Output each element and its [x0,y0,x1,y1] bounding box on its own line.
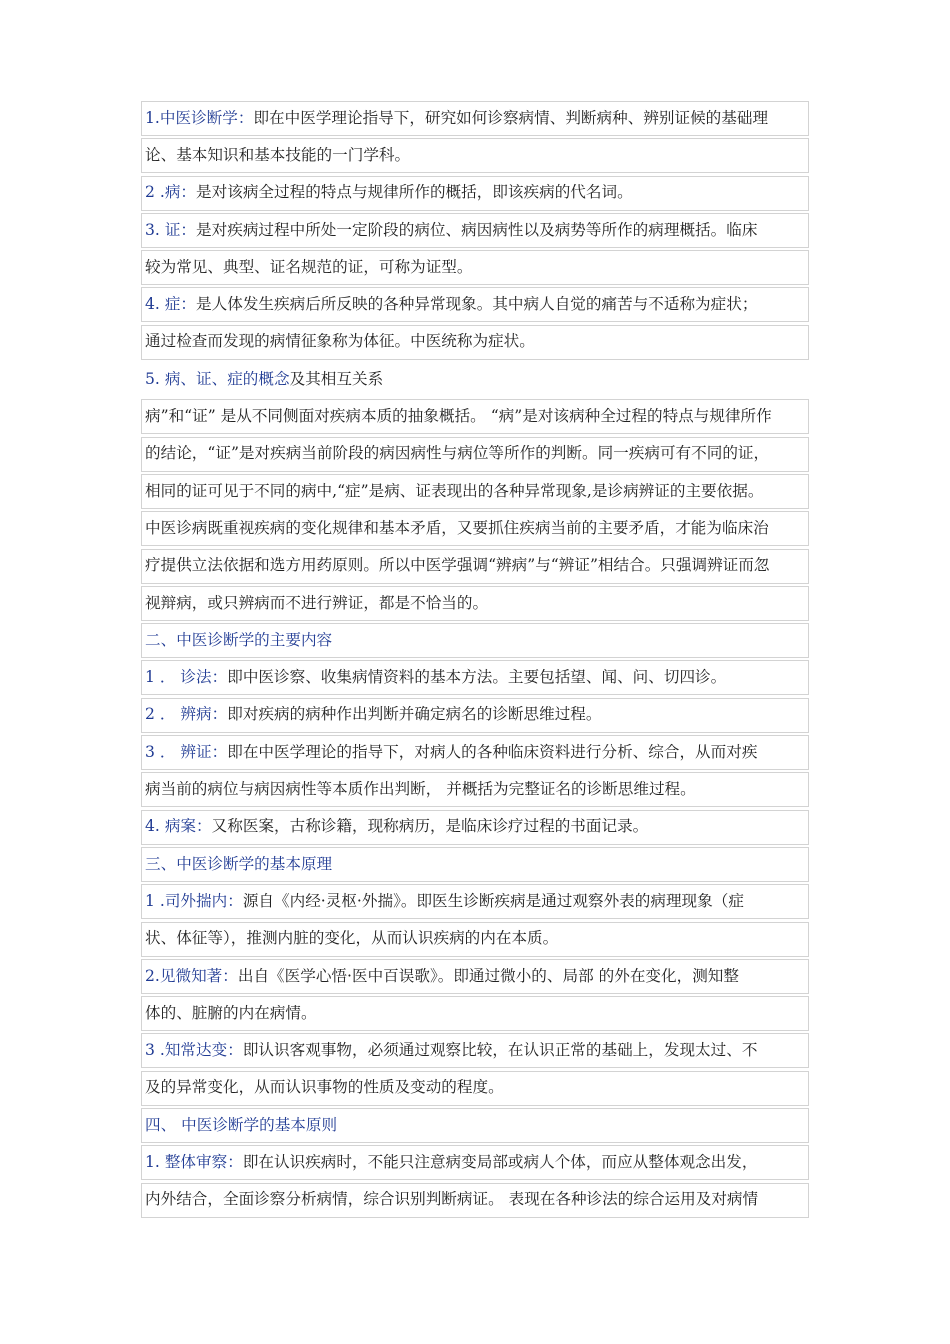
text-row [141,1183,809,1218]
text-row [141,922,809,957]
row-text: 病”和“证” 是从不同侧面对疾病本质的抽象概括。 “病”是对该病种全过程的特点与规律所作 [145,407,772,426]
text-row [141,399,809,434]
row-text: 又称医案，古称诊籍，现称病历，是临床诊疗过程的书面记录。 [211,817,649,836]
term-label: 1 .司外揣内： [145,891,243,910]
text-row [141,325,809,360]
text-row [141,176,809,211]
text-row [141,735,809,770]
row-text: 即在中医学理论指导下，研究如何诊察病情、判断病种、辨别证候的基础理 [253,108,769,127]
section-heading [141,623,809,658]
text-row [141,250,809,285]
row-text: 疗提供立法依据和选方用药原则。所以中医学强调“辨病”与“辨证”相结合。只强调辨证而忽 [145,556,770,575]
term-label: 5. 病、证、症的概念 [145,369,290,388]
text-row [141,996,809,1031]
heading-text: 三、中医诊断学的基本原理 [145,854,333,873]
text-row [141,884,809,919]
row-text: 通过检查而发现的病情征象称为体征。中医统称为症状。 [145,332,535,351]
term-label: 1 ． 诊法： [145,668,228,687]
section-heading [141,847,809,882]
document-body [141,101,809,1220]
text-row [141,213,809,248]
text-row [141,362,809,397]
text-row [141,1071,809,1106]
row-text: 中医诊病既重视疾病的变化规律和基本矛盾，又要抓住疾病当前的主要矛盾，才能为临床治 [145,518,769,537]
row-text: 是对疾病过程中所处一定阶段的病位、病因病性以及病势等所作的病理概括。临床 [196,220,758,239]
section-heading [141,1108,809,1143]
term-label: 1. 整体审察： [145,1153,243,1172]
text-row [141,959,809,994]
text-row [141,549,809,584]
text-row [141,138,809,173]
row-text: 及的异常变化，从而认识事物的性质及变动的程度。 [145,1078,504,1097]
term-label: 2 .病： [145,183,197,202]
term-label: 4. 病案： [145,817,212,836]
row-text: 病当前的病位与病因病性等本质作出判断， 并概括为完整证名的诊断思维过程。 [145,780,696,799]
text-row [141,1033,809,1068]
text-row [141,772,809,807]
heading-text: 二、中医诊断学的主要内容 [145,630,333,649]
text-row [141,586,809,621]
row-text: 出自《医学心悟·医中百误歌》。即通过微小的、局部 的外在变化，测知整 [237,966,739,985]
text-row [141,810,809,845]
text-row [141,660,809,695]
row-text: 视辩病，或只辨病而不进行辨证，都是不恰当的。 [145,593,489,612]
text-row [141,437,809,472]
row-text: 相同的证可见于不同的病中,“症”是病、证表现出的各种异常现象,是诊病辨证的主要依据。 [145,481,764,500]
row-text: 即认识客观事物，必须通过观察比较，在认识正常的基础上，发现太过、不 [242,1041,758,1060]
term-label: 2 ． 辨病： [145,705,228,724]
row-text: 源自《内经·灵枢·外揣》。即医生诊断疾病是通过观察外表的病理现象（症 [242,891,744,910]
term-label: 3 ． 辨证： [145,742,228,761]
term-label: 4. 症： [145,295,197,314]
row-text: 状、体征等），推测内脏的变化，从而认识疾病的内在本质。 [145,929,559,948]
row-text: 体的、脏腑的内在病情。 [145,1003,317,1022]
row-text: 即中医诊察、收集病情资料的基本方法。主要包括望、闻、问、切四诊。 [227,668,727,687]
row-text: 即在中医学理论的指导下，对病人的各种临床资料进行分析、综合，从而对疾 [227,742,758,761]
term-label: 2.见微知著： [145,966,238,985]
term-label: 3. 证： [145,220,197,239]
text-row [141,698,809,733]
row-text: 是对该病全过程的特点与规律所作的概括，即该疾病的代名词。 [196,183,633,202]
row-text: 内外结合，全面诊察分析病情，综合识别判断病证。 表现在各种诊法的综合运用及对病情 [145,1190,759,1209]
row-text: 及其相互关系 [289,369,384,388]
text-row [141,101,809,136]
row-text: 较为常见、典型、证名规范的证，可称为证型。 [145,257,473,276]
heading-text: 四、 中医诊断学的基本原则 [145,1115,338,1134]
term-label: 1.中医诊断学： [145,108,254,127]
row-text: 的结论，“证”是对疾病当前阶段的病因病性与病位等所作的判断。同一疾病可有不同的证， [145,444,770,463]
term-label: 3 .知常达变： [145,1041,243,1060]
row-text: 是人体发生疾病后所反映的各种异常现象。其中病人自觉的痛苦与不适称为症状； [196,295,758,314]
text-row [141,287,809,322]
row-text: 即对疾病的病种作出判断并确定病名的诊断思维过程。 [227,705,602,724]
row-text: 论、基本知识和基本技能的一门学科。 [145,146,411,164]
text-row [141,1145,809,1180]
text-row [141,511,809,546]
row-text: 即在认识疾病时，不能只注意病变局部或病人个体，而应从整体观念出发， [242,1153,758,1172]
text-row [141,474,809,509]
